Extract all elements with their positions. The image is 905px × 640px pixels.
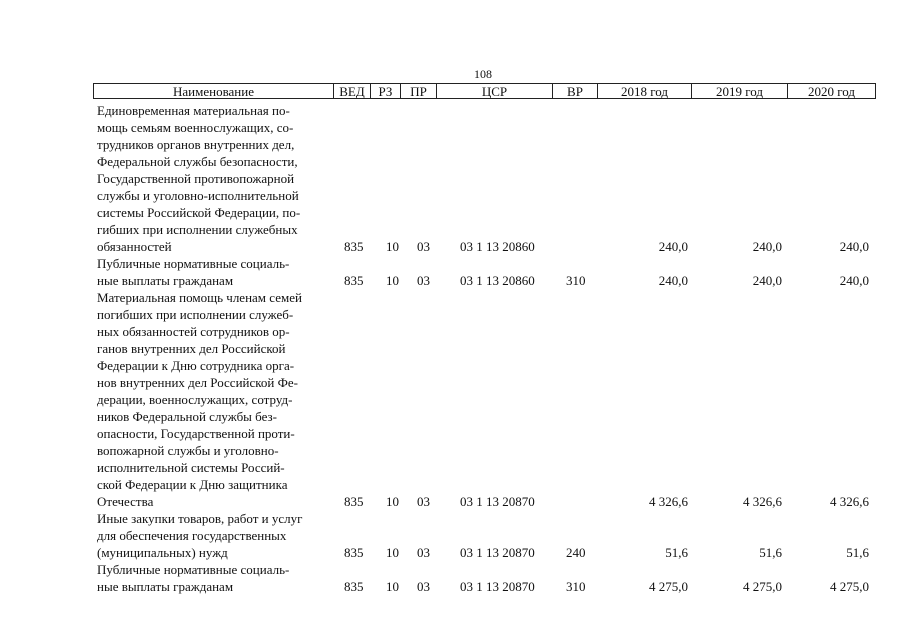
name-line: опасности, Государственной проти- [97,426,295,441]
name-line: обязанностей [97,239,172,254]
cell-ved: 835 [344,239,364,254]
header-name: Наименование [93,83,334,99]
cell-ved: 835 [344,579,364,594]
cell-csr: 03 1 13 20870 [460,494,535,509]
cell-vr: 310 [566,579,586,594]
name-line: ганов внутренних дел Российской [97,341,286,356]
cell-2019: 240,0 [752,239,782,254]
name-line: (муниципальных) нужд [97,545,228,560]
name-line: трудников органов внутренних дел, [97,137,295,152]
row-name [97,255,337,289]
cell-csr: 03 1 13 20870 [460,579,535,594]
cell-ved: 835 [344,273,364,288]
name-line: службы и уголовно-исполнительной [97,188,299,203]
cell-pr: 03 [417,273,430,288]
cell-csr: 03 1 13 20860 [460,273,535,288]
name-line: Материальная помощь членам семей [97,290,302,305]
cell-csr: 03 1 13 20870 [460,545,535,560]
cell-rz: 10 [386,579,399,594]
cell-2018: 4 275,0 [649,579,688,594]
cell-2018: 240,0 [658,273,688,288]
cell-2018: 51,6 [665,545,688,560]
cell-vr: 240 [566,545,586,560]
cell-pr: 03 [417,494,430,509]
name-line: нов внутренних дел Российской Фе- [97,375,298,390]
header-pr: ПР [400,83,437,99]
name-line: Федерации к Дню сотрудника орга- [97,358,295,373]
cell-2019: 240,0 [752,273,782,288]
name-line: для обеспечения государственных [97,528,287,543]
cell-pr: 03 [417,239,430,254]
header-2018: 2018 год [597,83,692,99]
page-number: 108 [474,67,492,81]
name-line: дерации, военнослужащих, сотруд- [97,392,293,407]
name-line: ных обязанностей сотрудников ор- [97,324,290,339]
row-name [97,102,337,255]
cell-2020: 4 275,0 [830,579,869,594]
name-line: Федеральной службы безопасности, [97,154,298,169]
header-ved: ВЕД [333,83,371,99]
name-line: мощь семьям военнослужащих, со- [97,120,294,135]
cell-2020: 240,0 [839,273,869,288]
row-name [97,510,337,561]
cell-2020: 240,0 [839,239,869,254]
cell-2019: 51,6 [759,545,782,560]
cell-2020: 51,6 [846,545,869,560]
cell-vr: 310 [566,273,586,288]
cell-rz: 10 [386,273,399,288]
cell-2018: 240,0 [658,239,688,254]
name-line: ные выплаты гражданам [97,579,234,594]
header-vr: ВР [552,83,598,99]
name-line: ской Федерации к Дню защитника [97,477,288,492]
name-line: вопожарной службы и уголовно- [97,443,279,458]
name-line: погибших при исполнении служеб- [97,307,294,322]
header-csr: ЦСР [436,83,553,99]
cell-2018: 4 326,6 [649,494,688,509]
cell-ved: 835 [344,545,364,560]
row-name [97,561,337,595]
cell-ved: 835 [344,494,364,509]
name-line: Отечества [97,494,154,509]
cell-rz: 10 [386,545,399,560]
cell-rz: 10 [386,494,399,509]
name-line: исполнительной системы Россий- [97,460,285,475]
cell-pr: 03 [417,579,430,594]
cell-2019: 4 326,6 [743,494,782,509]
name-line: гибших при исполнении служебных [97,222,298,237]
header-2020: 2020 год [787,83,876,99]
header-rz: РЗ [370,83,401,99]
cell-pr: 03 [417,545,430,560]
name-line: системы Российской Федерации, по- [97,205,301,220]
name-line: ников Федеральной службы без- [97,409,278,424]
cell-csr: 03 1 13 20860 [460,239,535,254]
name-line: Иные закупки товаров, работ и услуг [97,511,303,526]
name-line: Единовременная материальная по- [97,103,290,118]
row-name [97,289,337,510]
cell-rz: 10 [386,239,399,254]
header-2019: 2019 год [691,83,788,99]
name-line: Государственной противопожарной [97,171,295,186]
name-line: ные выплаты гражданам [97,273,234,288]
cell-2019: 4 275,0 [743,579,782,594]
cell-2020: 4 326,6 [830,494,869,509]
name-line: Публичные нормативные социаль- [97,256,290,271]
name-line: Публичные нормативные социаль- [97,562,290,577]
table-header [93,83,876,99]
